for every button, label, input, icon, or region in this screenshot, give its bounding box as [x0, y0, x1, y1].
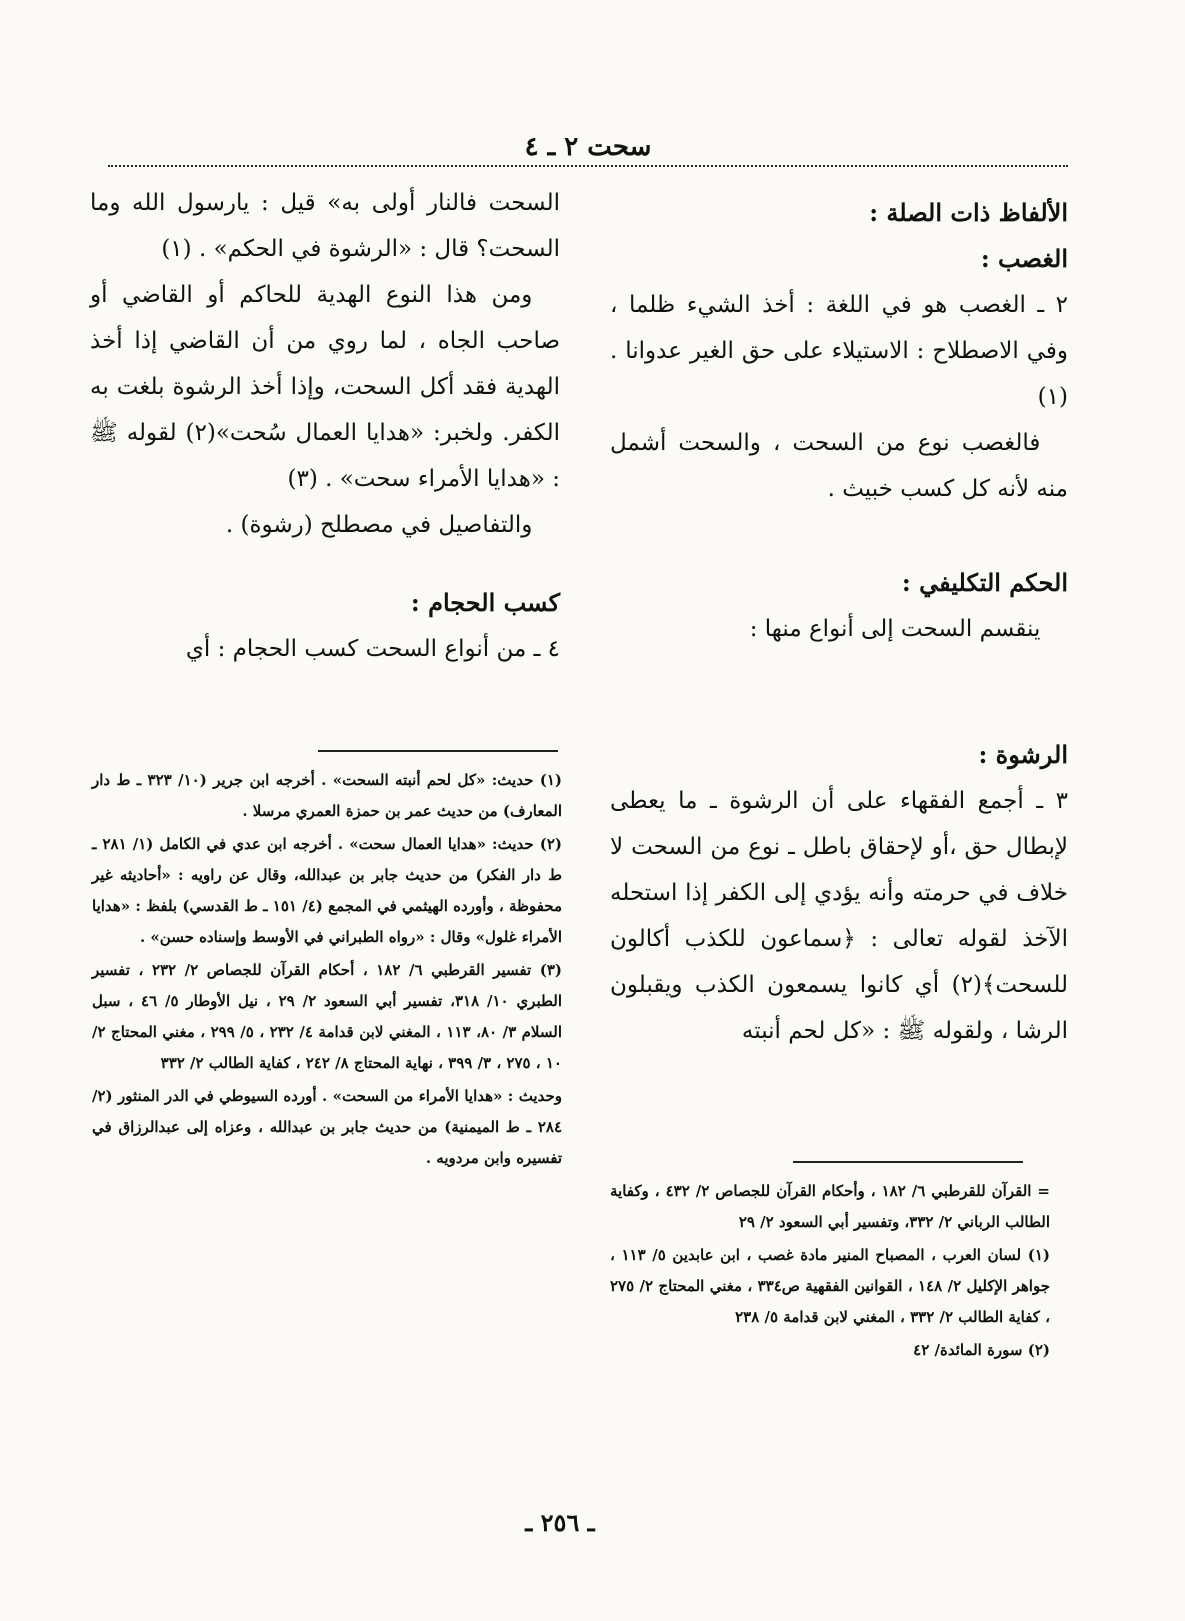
footnotes-right	[610, 1176, 1050, 1368]
hadith-continuation: السحت فالنار أولى به» قيل : يارسول الله وما السحت؟ قال : «الرشوة في الحكم» . (١)	[90, 190, 560, 262]
ghasb-relation: فالغصب نوع من السحت ، والسحت أشمل منه لأنه كل كسب خبيث .	[610, 430, 1068, 502]
ghasb-definition: ٢ ـ الغصب هو في اللغة : أخذ الشيء ظلما ، وفي الاصطلاح : الاستيلاء على حق الغير عدوانا . (١)	[610, 292, 1068, 410]
spacer	[610, 652, 1068, 700]
ruling-text: ينقسم السحت إلى أنواع منها :	[749, 616, 1041, 642]
left-column	[90, 180, 560, 672]
footnote: (٢) حديث: «هدايا العمال سحت» . أخرجه ابن عدي في الكامل (١/ ٢٨١ ـ ط دار الفكر) من حديث جابر بن عبدالله، وقال عن راويه : «أحاديثه غير محفوظة ، وأورده الهيثمي في المجمع (٤/ ١٥١ ـ ط القدسي) بلفظ : «هدايا الأمراء غلول» وقال : «رواه الطبراني في الأوسط وإسناده حسن» .	[92, 835, 563, 946]
page-number: ـ ٢٥٦ ـ	[525, 1508, 595, 1537]
footnote: (٣) تفسير القرطبي ٦/ ١٨٢ ، أحكام القرآن للجصاص ٢/ ٢٣٢ ، تفسير الطبري ١٠/ ٣١٨، تفسير أبي السعود ٢/ ٢٩ ، نيل الأوطار ٥/ ٤٦ ، سبل السلام ٣/ ٨٠، ١١٣ ، المغني لابن قدامة ٤/ ٢٣٢ ، ٥/ ٢٩٩ ، مغني المحتاج ٢/ ١٠ ، ٢٧٥ ، ٣/ ٣٩٩ ، نهاية المحتاج ٨/ ٢٤٢ ، كفاية الطالب ٢/ ٣٣٢	[92, 961, 563, 1072]
footnote-rule-left	[318, 750, 558, 752]
spacer	[610, 700, 1068, 732]
bribery-text: ٣ ـ أجمع الفقهاء على أن الرشوة ـ ما يعطى لإبطال حق ،أو لإحقاق باطل ـ نوع من السحت لا خلاف في حرمته وأنه يؤدي إلى الكفر إذا استحله الآخذ لقوله تعالى : ﴿سماعون للكذب أكالون للسحت﴾(٢) أي كانوا يسمعون الكذب ويقبلون الرشا ، ولقوله ﷺ : «كل لحم أنبته	[610, 788, 1068, 1044]
footnote-rule-right	[793, 1161, 1023, 1163]
related-terms-heading: الألفاظ ذات الصلة :	[869, 198, 1068, 227]
footnotes-left	[92, 765, 562, 1176]
cupping-heading: كسب الحجام :	[410, 588, 560, 617]
right-column	[610, 190, 1068, 1054]
footnote: وحديث : «هدايا الأمراء من السحت» . أورده السيوطي في الدر المنثور (٢/ ٢٨٤ ـ ط الميمنية) من حديث جابر بن عبدالله ، وعزاه إلى عبدالرزاق في تفسيره وابن مردويه .	[92, 1087, 562, 1167]
footnote: (١) لسان العرب ، المصباح المنير مادة غصب ، ابن عابدين ٥/ ١١٣ ، جواهر الإكليل ٢/ ١٤٨ ، القوانين الفقهية ص٣٣٤ ، مغني المحتاج ٢/ ٢٧٥ ، كفاية الطالب ٢/ ٣٣٢ ، المغني لابن قدامة ٥/ ٢٣٨	[610, 1246, 1050, 1326]
spacer	[90, 548, 560, 580]
running-header: سحت ٢ ـ ٤	[524, 132, 652, 162]
header-dotted-rule	[108, 165, 1068, 167]
gifts-paragraph: ومن هذا النوع الهدية للحاكم أو القاضي أو صاحب الجاه ، لما روي من أن القاضي إذا أخذ الهدية فقد أكل السحت، وإذا أخذ الرشوة بلغت به الكفر. ولخبر: «هدايا العمال سُحت»(٢) لقوله ﷺ : «هدايا الأمراء سحت» . (٣)	[90, 282, 560, 492]
bribery-heading: الرشوة :	[978, 740, 1068, 769]
footnote: = القرآن للقرطبي ٦/ ١٨٢ ، وأحكام القرآن للجصاص ٢/ ٤٣٢ ، وكفاية الطالب الرباني ٢/ ٣٣٢، وتفسير أبي السعود ٢/ ٢٩	[610, 1182, 1050, 1231]
spacer	[610, 512, 1068, 560]
cupping-text: ٤ ـ من أنواع السحت كسب الحجام : أي	[185, 636, 560, 662]
footnote: (٢) سورة المائدة/ ٤٢	[913, 1341, 1050, 1359]
details-reference: والتفاصيل في مصطلح (رشوة) .	[225, 512, 533, 538]
footnote: (١) حديث: «كل لحم أنبته السحت» . أخرجه ابن جرير (١٠/ ٣٢٣ ـ ط دار المعارف) من حديث عمر بن حمزة العمري مرسلا .	[92, 771, 562, 820]
ghasb-heading: الغصب :	[980, 244, 1068, 273]
ruling-heading: الحكم التكليفي :	[901, 568, 1068, 597]
